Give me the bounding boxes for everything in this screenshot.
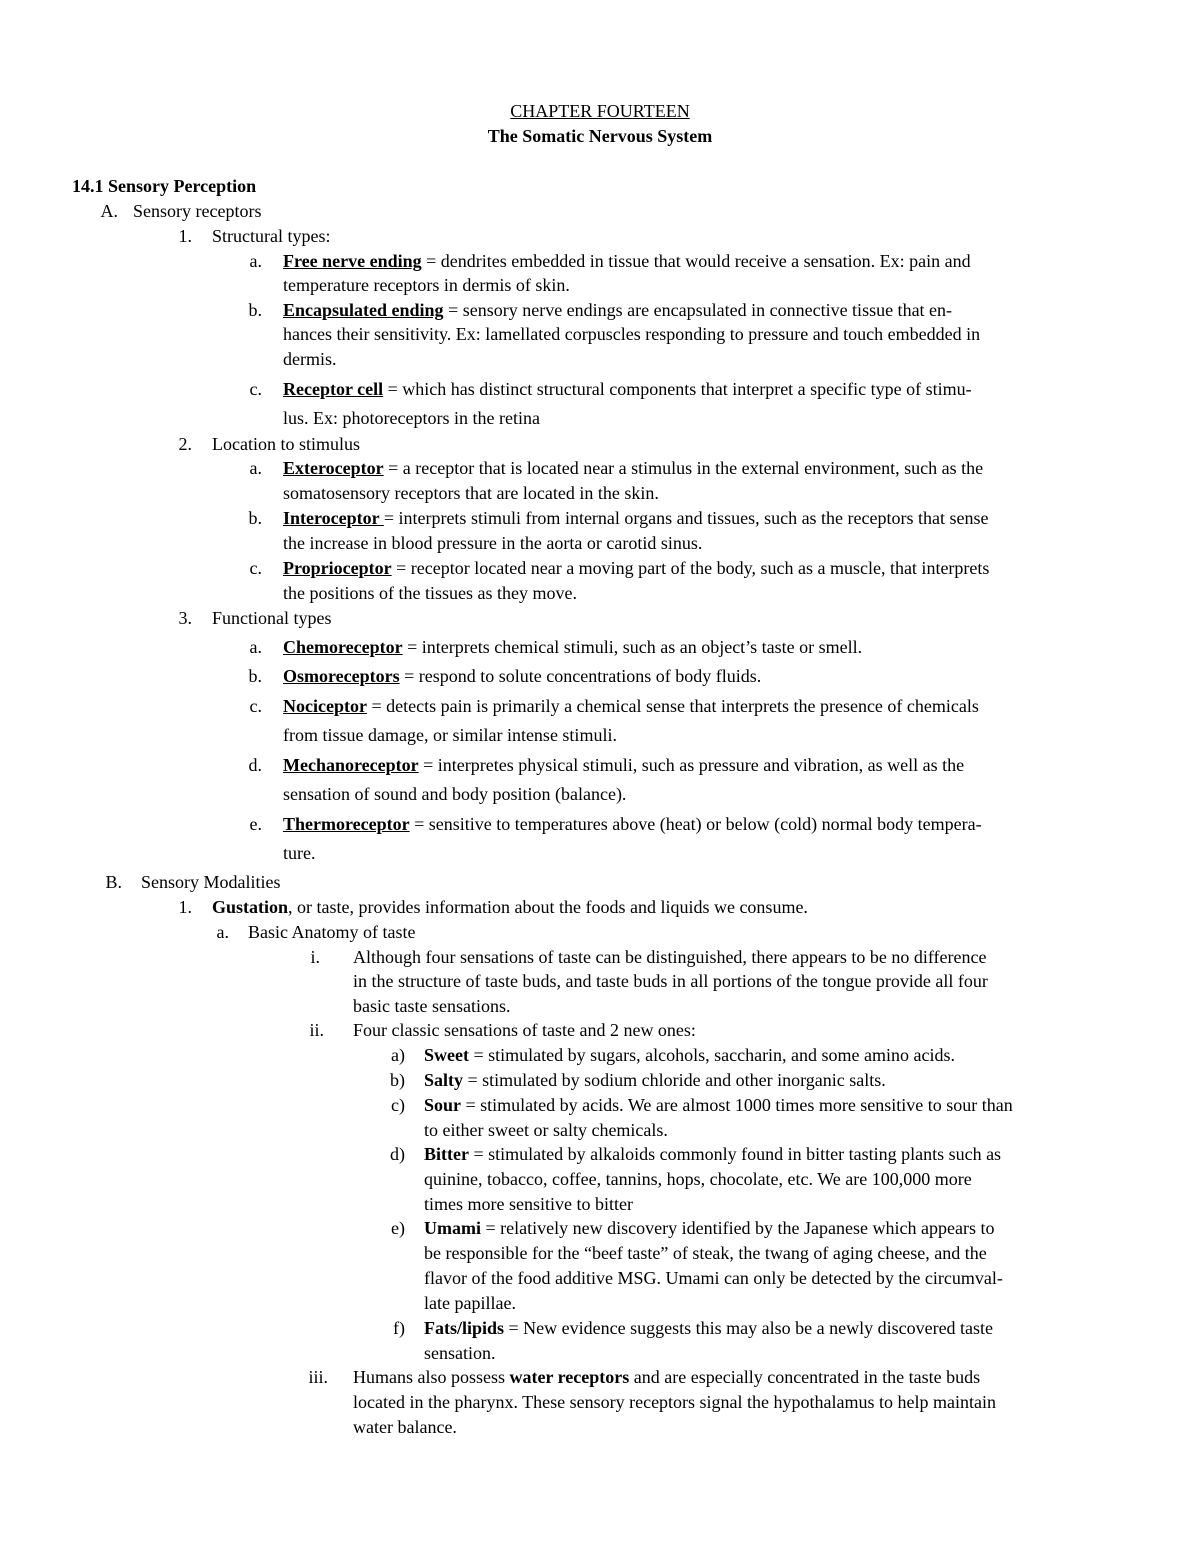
definition: = a receptor that is located near a stimulus in the external environment, such as the xyxy=(383,458,984,478)
outline-label: i. xyxy=(310,947,320,967)
definition: to either sweet or salty chemicals. xyxy=(424,1120,668,1140)
chapter-title: CHAPTER FOURTEEN xyxy=(510,101,690,121)
definition: = dendrites embedded in tissue that would receive a sensation. Ex: pain and xyxy=(421,251,971,271)
definition: lus. Ex: photoreceptors in the retina xyxy=(283,408,540,428)
definition: sensation. xyxy=(424,1343,496,1363)
term: Sour xyxy=(424,1095,462,1115)
term: Bitter xyxy=(424,1144,469,1164)
outline-text: Sensory receptors xyxy=(133,201,262,221)
term: Gustation xyxy=(212,897,289,917)
outline-label: f) xyxy=(393,1318,405,1338)
definition: = stimulated by sodium chloride and other inorganic salts. xyxy=(463,1070,886,1090)
term: Free nerve ending xyxy=(283,251,422,271)
outline-label: 2. xyxy=(178,434,192,454)
definition: ture. xyxy=(283,843,316,863)
outline-label: a. xyxy=(249,251,262,271)
outline-label: b. xyxy=(248,508,262,528)
outline-text: Sensory Modalities xyxy=(141,872,281,892)
outline-text: basic taste sensations. xyxy=(353,996,511,1016)
term: Interoceptor xyxy=(283,508,384,528)
section-heading: 14.1 Sensory Perception xyxy=(72,176,257,196)
definition: = interprets stimuli from internal organs and tissues, such as the receptors that sense xyxy=(383,508,989,528)
outline-text: Location to stimulus xyxy=(212,434,360,454)
definition: the increase in blood pressure in the aorta or carotid sinus. xyxy=(283,533,703,553)
text: Humans also possess xyxy=(353,1367,510,1387)
term: Salty xyxy=(424,1070,464,1090)
outline-label: a. xyxy=(216,922,229,942)
definition: somatosensory receptors that are located in the skin. xyxy=(283,483,659,503)
definition: from tissue damage, or similar intense stimuli. xyxy=(283,725,617,745)
chapter-subtitle: The Somatic Nervous System xyxy=(487,126,713,146)
outline-text: Structural types: xyxy=(212,226,331,246)
term: Receptor cell xyxy=(283,379,384,399)
term: Proprioceptor xyxy=(283,558,392,578)
definition: hances their sensitivity. Ex: lamellated corpuscles responding to pressure and touch embedded in xyxy=(283,324,981,344)
definition: the positions of the tissues as they move. xyxy=(283,583,577,603)
term: Encapsulated ending xyxy=(283,300,444,320)
outline-label: a. xyxy=(249,637,262,657)
definition: , or taste, provides information about the foods and liquids we consume. xyxy=(288,897,808,917)
definition: be responsible for the “beef taste” of steak, the twang of aging cheese, and the xyxy=(424,1243,987,1263)
outline-text: in the structure of taste buds, and taste buds in all portions of the tongue provide all four xyxy=(353,971,988,991)
term: Umami xyxy=(424,1218,481,1238)
outline-text: Functional types xyxy=(212,608,332,628)
definition: = stimulated by acids. We are almost 1000 times more sensitive to sour than xyxy=(461,1095,1013,1115)
term: Chemoreceptor xyxy=(283,637,403,657)
outline-label: b) xyxy=(390,1070,405,1090)
outline-label: 1. xyxy=(178,226,192,246)
outline-label: c. xyxy=(249,558,262,578)
term: Osmoreceptors xyxy=(283,666,400,686)
definition: = stimulated by alkaloids commonly found in bitter tasting plants such as xyxy=(468,1144,1002,1164)
definition: = receptor located near a moving part of the body, such as a muscle, that interprets xyxy=(391,558,990,578)
definition: = interprets chemical stimuli, such as an object’s taste or smell. xyxy=(402,637,863,657)
outline-label: A. xyxy=(100,201,118,221)
outline-label: e) xyxy=(391,1218,405,1238)
definition: = relatively new discovery identified by the Japanese which appears to xyxy=(481,1218,995,1238)
definition: sensation of sound and body position (balance). xyxy=(283,784,627,804)
outline-label: b. xyxy=(248,666,262,686)
definition: = stimulated by sugars, alcohols, saccharin, and some amino acids. xyxy=(468,1045,956,1065)
outline-label: d. xyxy=(248,755,262,775)
text: water balance. xyxy=(353,1417,457,1437)
outline-text: Although four sensations of taste can be distinguished, there appears to be no difference xyxy=(353,947,987,967)
term: Mechanoreceptor xyxy=(283,755,419,775)
outline-label: ii. xyxy=(309,1020,324,1040)
definition: quinine, tobacco, coffee, tannins, hops, chocolate, etc. We are 100,000 more xyxy=(424,1169,972,1189)
definition: = interpretes physical stimuli, such as pressure and vibration, as well as the xyxy=(418,755,965,775)
outline-label: a) xyxy=(391,1045,405,1065)
definition: = which has distinct structural components that interpret a specific type of stimu- xyxy=(383,379,972,399)
term: Thermoreceptor xyxy=(283,814,410,834)
definition: flavor of the food additive MSG. Umami can only be detected by the circumval- xyxy=(424,1268,1003,1288)
text: located in the pharynx. These sensory receptors signal the hypothalamus to help maintain xyxy=(353,1392,996,1412)
term: water receptors xyxy=(509,1367,630,1387)
definition: times more sensitive to bitter xyxy=(424,1194,633,1214)
outline-label: B. xyxy=(105,872,122,892)
term: Exteroceptor xyxy=(283,458,384,478)
outline-label: e. xyxy=(249,814,262,834)
definition: = New evidence suggests this may also be a newly discovered taste xyxy=(504,1318,994,1338)
outline-label: a. xyxy=(249,458,262,478)
outline-label: c. xyxy=(249,696,262,716)
term: Sweet xyxy=(424,1045,469,1065)
outline-label: 3. xyxy=(178,608,192,628)
outline-text: Basic Anatomy of taste xyxy=(248,922,416,942)
text: and are especially concentrated in the taste buds xyxy=(629,1367,981,1387)
definition: = sensitive to temperatures above (heat) or below (cold) normal body tempera- xyxy=(409,814,982,834)
outline-label: iii. xyxy=(308,1367,328,1387)
definition: dermis. xyxy=(283,349,337,369)
definition: = respond to solute concentrations of body fluids. xyxy=(399,666,762,686)
term: Fats/lipids xyxy=(424,1318,505,1338)
outline-text: Four classic sensations of taste and 2 new ones: xyxy=(353,1020,696,1040)
definition: = sensory nerve endings are encapsulated in connective tissue that en- xyxy=(443,300,953,320)
definition: = detects pain is primarily a chemical sense that interprets the presence of chemicals xyxy=(366,696,979,716)
definition: late papillae. xyxy=(424,1293,516,1313)
outline-label: 1. xyxy=(178,897,192,917)
outline-label: c. xyxy=(249,379,262,399)
outline-label: d) xyxy=(390,1144,405,1164)
definition: temperature receptors in dermis of skin. xyxy=(283,275,570,295)
outline-label: c) xyxy=(391,1095,405,1115)
outline-label: b. xyxy=(248,300,262,320)
term: Nociceptor xyxy=(283,696,367,716)
